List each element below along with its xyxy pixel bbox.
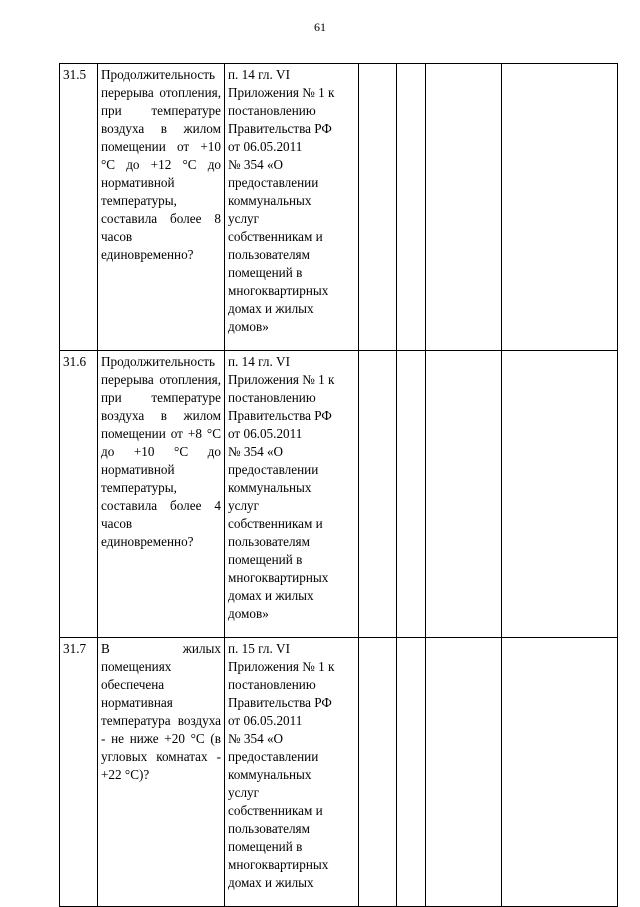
note-cell: [502, 351, 618, 638]
reference-line: от 06.05.2011: [228, 713, 303, 728]
reference-line: многоквартирных: [228, 857, 329, 872]
answer-yes-cell: [359, 638, 397, 907]
reference-line: домов»: [228, 606, 269, 621]
reference-line: собственникам и: [228, 516, 323, 531]
answer-yes-cell: [359, 64, 397, 351]
answer-no-cell: [397, 638, 426, 907]
checklist-table: [59, 63, 618, 907]
reference-line: услуг: [228, 498, 260, 513]
question-cell: В жилых помещениях обеспечена нормативная температура воздуха - не ниже +20 °С (в угловых комнатах - +22 °С)?: [98, 638, 225, 907]
reference-line: предоставлении: [228, 462, 319, 477]
reference-line: Приложения № 1 к: [228, 659, 335, 674]
reference-line: от 06.05.2011: [228, 426, 303, 441]
reference-line: постановлению: [228, 677, 316, 692]
reference-line: помещений в: [228, 839, 303, 854]
reference-line: домах и жилых: [228, 875, 314, 890]
table-row: [60, 64, 618, 351]
not-applicable-cell: [426, 64, 502, 351]
question-cell: Продолжительность перерыва отопления, при температуре воздуха в жилом помещении от +10 °С до +12 °С до нормативной температуры, составила более 8 часов единовременно?: [98, 64, 225, 351]
reference-line: собственникам и: [228, 229, 323, 244]
reference-line: услуг: [228, 211, 260, 226]
reference-line: п. 14 гл. VI: [228, 354, 290, 369]
note-cell: [502, 64, 618, 351]
reference-line: от 06.05.2011: [228, 139, 303, 154]
reference-line: Правительства РФ: [228, 408, 332, 423]
reference-line: услуг: [228, 785, 260, 800]
not-applicable-cell: [426, 351, 502, 638]
legal-reference-cell: [225, 638, 359, 907]
legal-reference-cell: [225, 64, 359, 351]
reference-line: постановлению: [228, 103, 316, 118]
reference-line: предоставлении: [228, 175, 319, 190]
answer-yes-cell: [359, 351, 397, 638]
reference-line: Приложения № 1 к: [228, 85, 335, 100]
reference-line: Правительства РФ: [228, 121, 332, 136]
reference-line: помещений в: [228, 265, 303, 280]
reference-line: коммунальных: [228, 767, 312, 782]
reference-line: собственникам и: [228, 803, 323, 818]
reference-line: Приложения № 1 к: [228, 372, 335, 387]
answer-no-cell: [397, 64, 426, 351]
reference-line: домах и жилых: [228, 588, 314, 603]
item-number: 31.7: [60, 638, 98, 907]
item-number: 31.5: [60, 64, 98, 351]
reference-line: предоставлении: [228, 749, 319, 764]
legal-reference-cell: [225, 351, 359, 638]
reference-line: коммунальных: [228, 193, 312, 208]
reference-line: п. 14 гл. VI: [228, 67, 290, 82]
item-number: 31.6: [60, 351, 98, 638]
page-number: 61: [314, 20, 326, 34]
reference-line: № 354 «О: [228, 444, 284, 459]
reference-line: № 354 «О: [228, 731, 284, 746]
table-row: [60, 351, 618, 638]
reference-line: помещений в: [228, 552, 303, 567]
not-applicable-cell: [426, 638, 502, 907]
note-cell: [502, 638, 618, 907]
reference-line: многоквартирных: [228, 283, 329, 298]
reference-line: пользователям: [228, 247, 310, 262]
reference-line: домов»: [228, 319, 269, 334]
reference-line: № 354 «О: [228, 157, 284, 172]
table-row: [60, 638, 618, 907]
question-cell: Продолжительность перерыва отопления, при температуре воздуха в жилом помещении от +8 °С до +10 °С до нормативной температуры, составила более 4 часов единовременно?: [98, 351, 225, 638]
reference-line: пользователям: [228, 534, 310, 549]
reference-line: домах и жилых: [228, 301, 314, 316]
reference-line: многоквартирных: [228, 570, 329, 585]
reference-line: п. 15 гл. VI: [228, 641, 290, 656]
answer-no-cell: [397, 351, 426, 638]
reference-line: постановлению: [228, 390, 316, 405]
reference-line: Правительства РФ: [228, 695, 332, 710]
reference-line: пользователям: [228, 821, 310, 836]
reference-line: коммунальных: [228, 480, 312, 495]
